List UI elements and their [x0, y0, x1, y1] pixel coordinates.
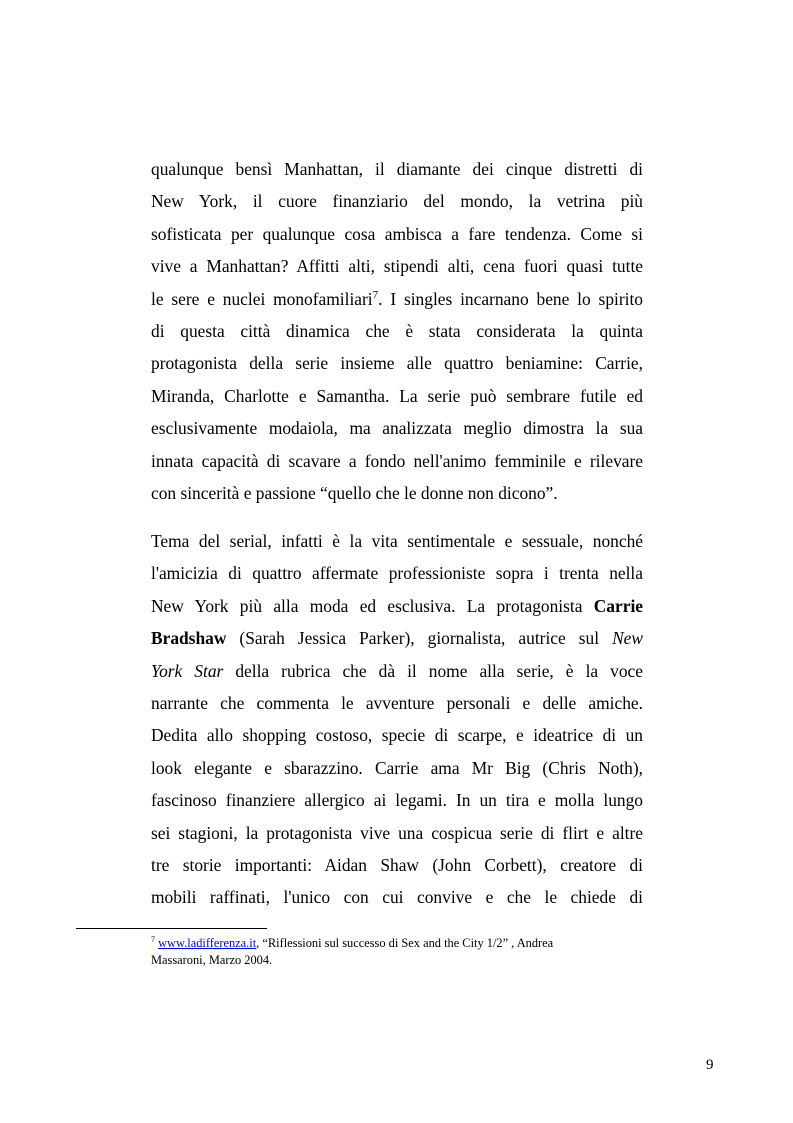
footnote-number: 7	[151, 934, 155, 944]
text-line	[151, 590, 643, 622]
character-name-bold: Carrie	[593, 595, 643, 616]
text-line: protagonista della serie insieme alle quattro beniamine: Carrie,	[151, 353, 643, 374]
text-line: look elegante e sbarazzino. Carrie ama Mr Big (Chris Noth),	[151, 757, 643, 778]
text-segment: le sere e nuclei monofamiliari	[151, 288, 373, 309]
footnote	[151, 935, 621, 969]
paragraph-2	[151, 525, 643, 914]
text-segment: New York più alla moda ed esclusiva. La protagonista	[151, 595, 583, 616]
publication-title-italic: York Star	[151, 660, 224, 681]
publication-title-italic: New	[612, 628, 643, 649]
text-line: tre storie importanti: Aidan Shaw (John Corbett), creatore di	[151, 854, 643, 875]
text-line: Tema del serial, infatti è la vita sentimentale e sessuale, nonché	[151, 531, 643, 551]
character-name-bold: Bradshaw	[151, 628, 227, 649]
text-line: innata capacità di scavare a fondo nell'animo femminile e rilevare	[151, 450, 643, 471]
text-line: sei stagioni, la protagonista vive una cospicua serie di flirt e altre	[151, 822, 643, 843]
text-line	[151, 622, 643, 654]
text-line: esclusivamente modaiola, ma analizzata meglio dimostra la sua	[151, 418, 643, 439]
text-line: Miranda, Charlotte e Samantha. La serie può sembrare futile ed	[151, 385, 643, 406]
text-line: fascinoso finanziere allergico ai legami. In un tira e molla lungo	[151, 790, 643, 811]
footnote-text: , “Riflessioni sul successo di Sex and the City 1/2” , Andrea	[256, 936, 554, 950]
footnote-separator	[76, 928, 267, 929]
text-segment: (Sarah Jessica Parker), giornalista, autrice sul	[239, 628, 600, 649]
footnote-text: Massaroni, Marzo 2004.	[151, 953, 273, 967]
text-line: sofisticata per qualunque cosa ambisca a fare tendenza. Come si	[151, 223, 643, 244]
footnote-reference: 7	[372, 288, 379, 301]
text-line: di questa città dinamica che è stata considerata la quinta	[151, 320, 643, 341]
text-line	[151, 283, 643, 315]
text-segment: della rubrica che dà il nome alla serie, è la voce	[235, 660, 643, 681]
paragraph-1	[151, 153, 643, 509]
text-line: narrante che commenta le avventure personali e delle amiche.	[151, 692, 643, 713]
text-line: vive a Manhattan? Affitti alti, stipendi alti, cena fuori quasi tutte	[151, 256, 643, 277]
footnote-link[interactable]: www.ladifferenza.it	[158, 936, 257, 950]
text-line	[151, 655, 643, 687]
page-number: 9	[706, 1057, 714, 1073]
text-line: qualunque bensì Manhattan, il diamante dei cinque distretti di	[151, 159, 643, 179]
text-line: mobili raffinati, l'unico con cui convive e che le chiede di	[151, 887, 643, 908]
text-segment: . I singles incarnano bene lo spirito	[378, 288, 643, 309]
text-line: New York, il cuore finanziario del mondo, la vetrina più	[151, 191, 643, 212]
text-line: Dedita allo shopping costoso, specie di scarpe, e ideatrice di un	[151, 725, 643, 746]
text-line: con sincerità e passione “quello che le donne non dicono”.	[151, 482, 558, 503]
text-line: l'amicizia di quattro affermate professioniste sopra i trenta nella	[151, 563, 643, 584]
